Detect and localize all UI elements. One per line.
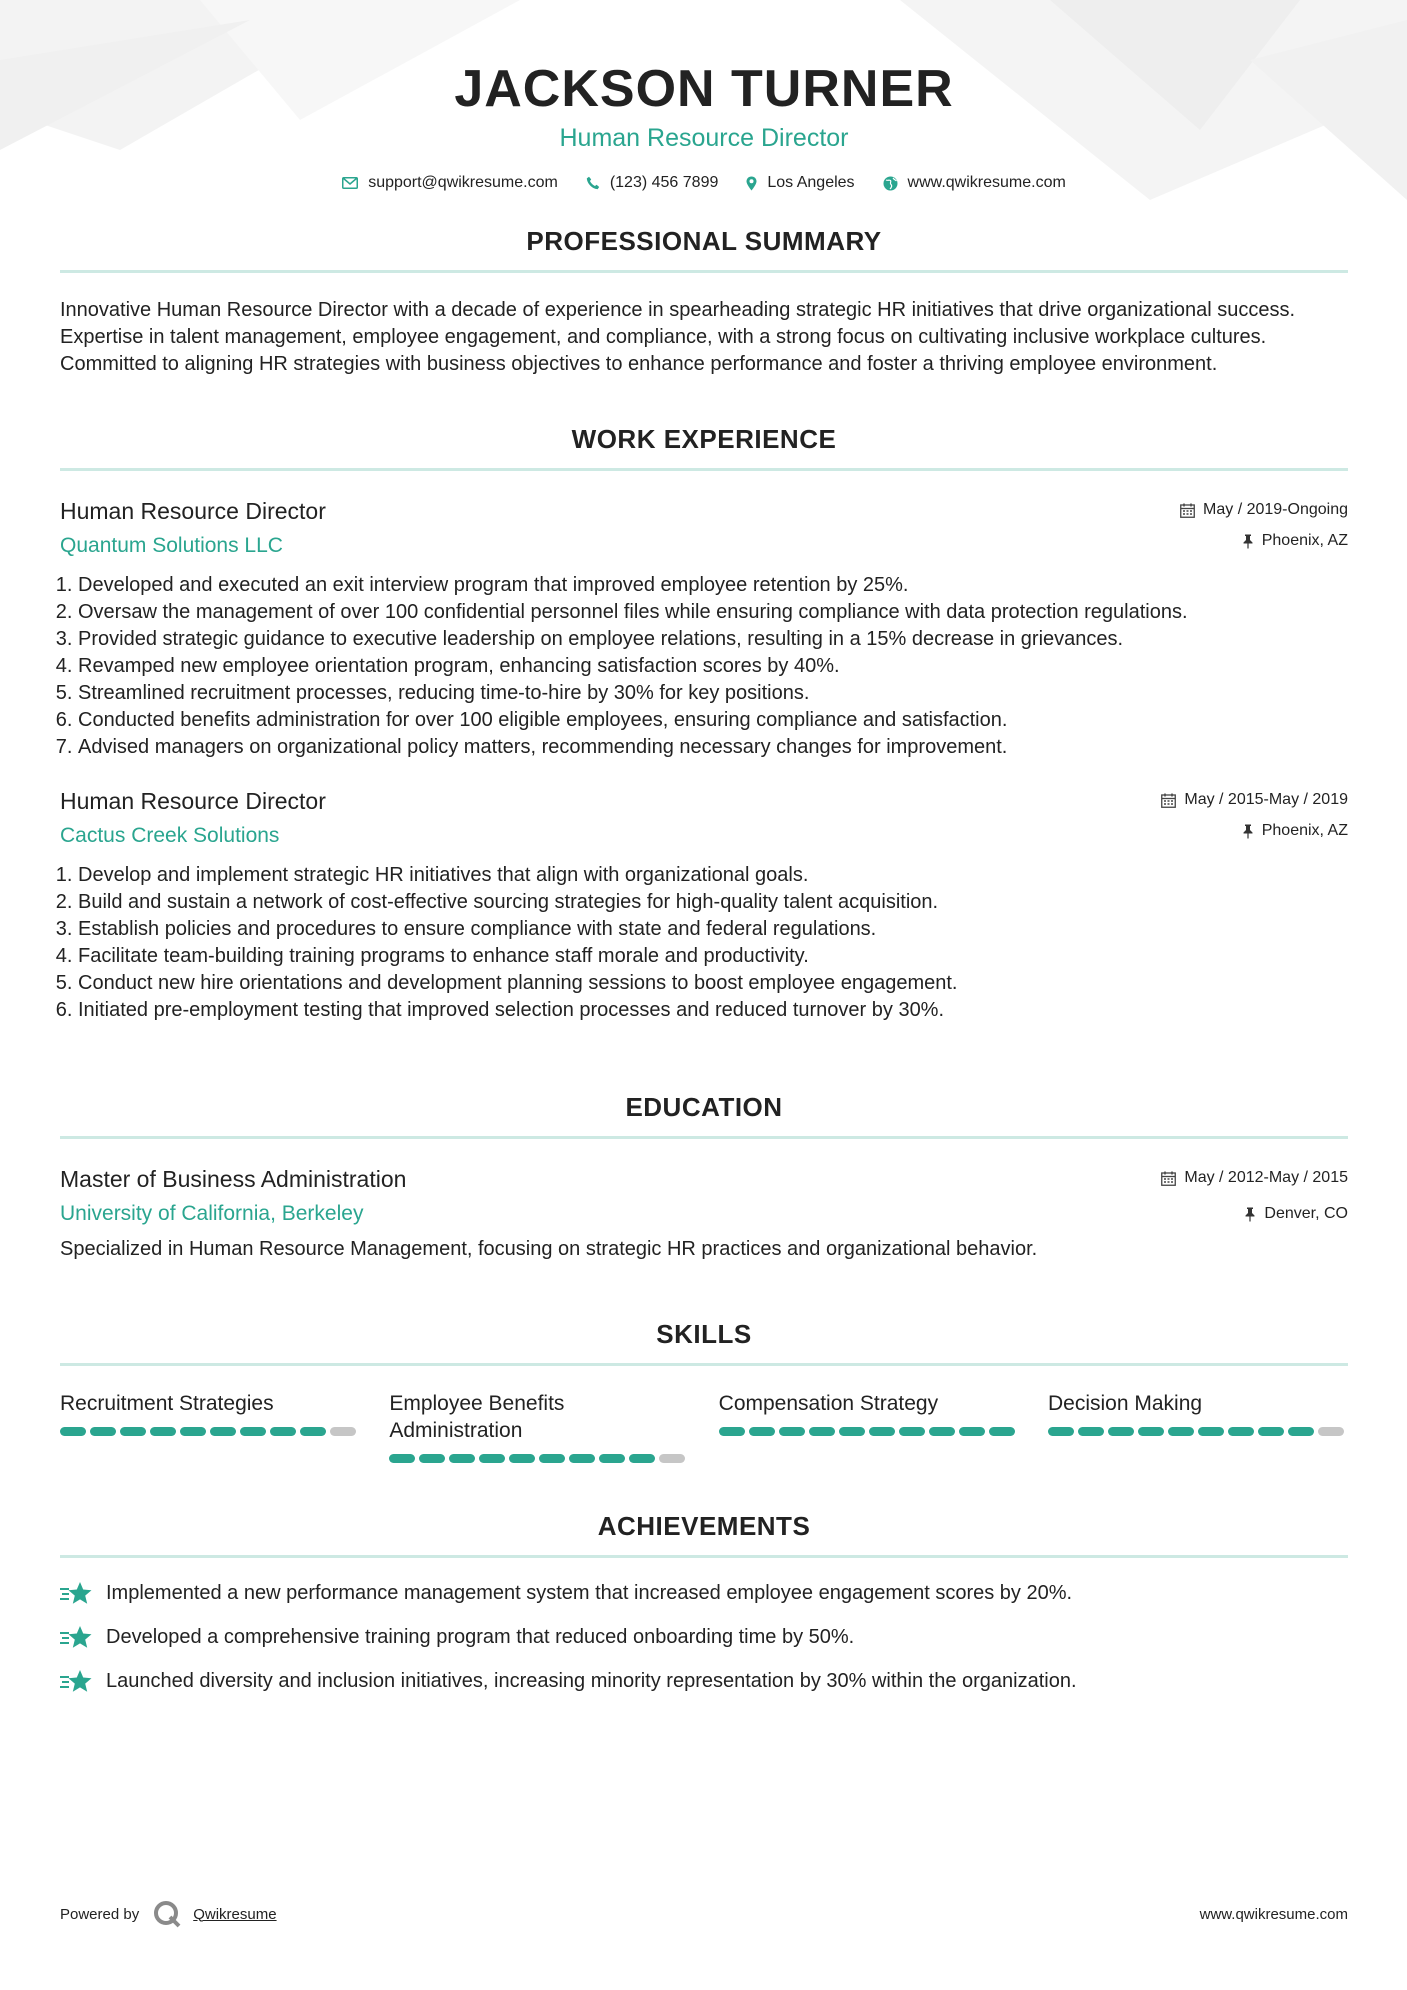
phone-icon [586,176,600,190]
job-location: Phoenix, AZ [1261,822,1348,839]
skill-dot-filled [869,1427,895,1436]
skill-rating [719,1427,1019,1436]
job-entry [60,497,1348,761]
star-icon [60,1669,94,1695]
skill-name: Employee Benefits Administration [389,1392,565,1442]
star-icon [60,1581,94,1607]
location-text: Los Angeles [767,174,855,191]
powered-by [60,1900,277,1928]
list-item: 4. Facilitate team-building training programs to enhance staff morale and productivity. [78,943,1348,970]
section-divider [60,1136,1348,1139]
job-title: Human Resource Director [60,498,326,524]
star-icon [60,1625,94,1651]
skill-dot-empty [659,1454,685,1463]
contact-website[interactable] [883,174,1066,192]
skill-dot-filled [270,1427,296,1436]
skill-name: Compensation Strategy [718,1392,939,1415]
summary-text: Innovative Human Resource Director with a decade of experience in spearheading strategic HR initiatives that drive organizational success. Expertise in talent management, employee engagement, and compliance, with a strong focus on cultivating inclusive workplace cultures. Committed to aligning HR strategies with business objectives to enhance performance and foster a thriving employee environment. [60,299,1296,375]
education-heading: EDUCATION [625,1092,783,1122]
page-footer [60,1900,1348,1928]
job-location: Phoenix, AZ [1261,532,1348,549]
skill-rating [1048,1427,1348,1436]
skill-dot-filled [569,1454,595,1463]
list-item: 1. Develop and implement strategic HR initiatives that align with organizational goals. [78,862,1348,889]
list-item: 7. Advised managers on organizational policy matters, recommending necessary changes for improvement. [78,734,1348,761]
list-item: 2. Build and sustain a network of cost-effective sourcing strategies for high-quality talent acquisition. [78,889,1348,916]
skill-dot-filled [120,1427,146,1436]
skill-dot-filled [210,1427,236,1436]
brand-link[interactable]: Qwikresume [193,1905,277,1923]
company-name: Cactus Creek Solutions [60,824,280,847]
skill-dot-filled [959,1427,985,1436]
calendar-icon [1161,1171,1176,1186]
list-item: 5. Conduct new hire orientations and development planning sessions to boost employee engagement. [78,970,1348,997]
skill-dot-filled [719,1427,745,1436]
website-text: www.qwikresume.com [907,174,1066,191]
list-item: 1. Developed and executed an exit interview program that improved employee retention by 25%. [78,572,1348,599]
skill-dot-filled [1288,1427,1314,1436]
skill-rating [60,1427,360,1436]
degree-name: Master of Business Administration [60,1166,407,1192]
list-item: 4. Revamped new employee orientation program, enhancing satisfaction scores by 40%. [78,653,1348,680]
powered-by-label: Powered by [60,1905,140,1923]
skills-grid [60,1390,1348,1463]
skill-dot-filled [1108,1427,1134,1436]
skill-dot-filled [1078,1427,1104,1436]
skill-dot-empty [330,1427,356,1436]
globe-icon [883,176,898,191]
skill-rating [389,1454,689,1463]
list-item: 6. Initiated pre-employment testing that improved selection processes and reduced turnover by 30%. [78,997,1348,1024]
school-name: University of California, Berkeley [60,1202,364,1225]
experience-heading: WORK EXPERIENCE [571,424,837,454]
skill-dot-filled [749,1427,775,1436]
summary-heading: PROFESSIONAL SUMMARY [526,226,882,256]
skill-dot-filled [839,1427,865,1436]
job-title: Human Resource Director [60,788,326,814]
list-item: 6. Conducted benefits administration for over 100 eligible employees, ensuring compliance and satisfaction. [78,707,1348,734]
candidate-title: Human Resource Director [559,124,849,152]
map-pin-icon [746,176,757,191]
skill-dot-filled [509,1454,535,1463]
section-divider [60,468,1348,471]
contact-location [746,174,854,192]
skill-dot-filled [779,1427,805,1436]
skill-item [60,1390,360,1463]
list-item: 2. Oversaw the management of over 100 confidential personnel files while ensuring compliance with data protection regulations. [78,599,1348,626]
envelope-icon [342,177,358,189]
skill-item [1048,1390,1348,1463]
skill-dot-filled [60,1427,86,1436]
skill-dot-filled [1168,1427,1194,1436]
calendar-icon [1180,503,1195,518]
education-entry [60,1165,1348,1263]
skill-dot-filled [899,1427,925,1436]
job-dates: May / 2019-Ongoing [1203,501,1348,518]
achievement-item [60,1624,1348,1651]
email-text: support@qwikresume.com [368,174,558,191]
skill-dot-filled [1198,1427,1224,1436]
job-entry [60,787,1348,1024]
education-section [60,1092,1348,1263]
achievements-heading: ACHIEVEMENTS [597,1511,811,1541]
skill-dot-filled [1228,1427,1254,1436]
achievements-section [60,1511,1348,1695]
skill-dot-filled [629,1454,655,1463]
skill-dot-filled [180,1427,206,1436]
section-divider [60,1363,1348,1366]
skill-dot-filled [419,1454,445,1463]
achievements-list [60,1580,1348,1695]
footer-website[interactable]: www.qwikresume.com [1199,1905,1348,1923]
contact-phone[interactable] [586,174,719,192]
achievement-item [60,1668,1348,1695]
achievement-text: Implemented a new performance management system that increased employee engagement scores by 20%. [106,1582,1073,1604]
job-meta [1161,787,1348,841]
resume-header [60,0,1348,192]
job-bullets [60,862,1348,1024]
achievement-text: Launched diversity and inclusion initiatives, increasing minority representation by 30% within the organization. [106,1670,1077,1692]
list-item: 3. Provided strategic guidance to executive leadership on employee relations, resulting in a 15% decrease in grievances. [78,626,1348,653]
list-item: 5. Streamlined recruitment processes, reducing time-to-hire by 30% for key positions. [78,680,1348,707]
pushpin-icon [1242,824,1254,839]
skill-dot-filled [929,1427,955,1436]
skills-heading: SKILLS [656,1319,752,1349]
education-meta [1161,1165,1348,1224]
company-name: Quantum Solutions LLC [60,534,283,557]
skill-dot-empty [1318,1427,1344,1436]
job-meta [1180,497,1348,551]
education-dates: May / 2012-May / 2015 [1184,1169,1348,1186]
skill-dot-filled [449,1454,475,1463]
qwikresume-logo-icon [153,1900,181,1928]
section-divider [60,1555,1348,1558]
skill-dot-filled [150,1427,176,1436]
skill-dot-filled [539,1454,565,1463]
section-divider [60,270,1348,273]
list-item: 3. Establish policies and procedures to ensure compliance with state and federal regulations. [78,916,1348,943]
skill-name: Recruitment Strategies [60,1392,274,1415]
job-dates: May / 2015-May / 2019 [1184,791,1348,808]
skill-dot-filled [389,1454,415,1463]
pushpin-icon [1242,534,1254,549]
pushpin-icon [1244,1207,1256,1222]
achievement-item [60,1580,1348,1607]
phone-text: (123) 456 7899 [609,174,719,191]
skill-item [719,1390,1019,1463]
contact-bar [60,174,1348,192]
resume-page [60,0,1348,1712]
summary-section [60,226,1348,378]
candidate-name: JACKSON TURNER [454,60,954,118]
education-location: Denver, CO [1264,1205,1348,1222]
skill-dot-filled [989,1427,1015,1436]
education-description: Specialized in Human Resource Management, focusing on strategic HR practices and organizational behavior. [60,1238,1038,1260]
achievement-text: Developed a comprehensive training program that reduced onboarding time by 50%. [106,1626,855,1648]
skill-dot-filled [809,1427,835,1436]
calendar-icon [1161,793,1176,808]
skill-dot-filled [1138,1427,1164,1436]
skill-dot-filled [599,1454,625,1463]
skill-dot-filled [1048,1427,1074,1436]
skills-section [60,1319,1348,1463]
skill-dot-filled [300,1427,326,1436]
job-bullets [60,572,1348,761]
experience-section [60,424,1348,1024]
skill-name: Decision Making [1047,1392,1203,1415]
skill-dot-filled [479,1454,505,1463]
skill-item [389,1390,689,1463]
skill-dot-filled [90,1427,116,1436]
skill-dot-filled [240,1427,266,1436]
contact-email[interactable] [342,174,558,192]
skill-dot-filled [1258,1427,1284,1436]
